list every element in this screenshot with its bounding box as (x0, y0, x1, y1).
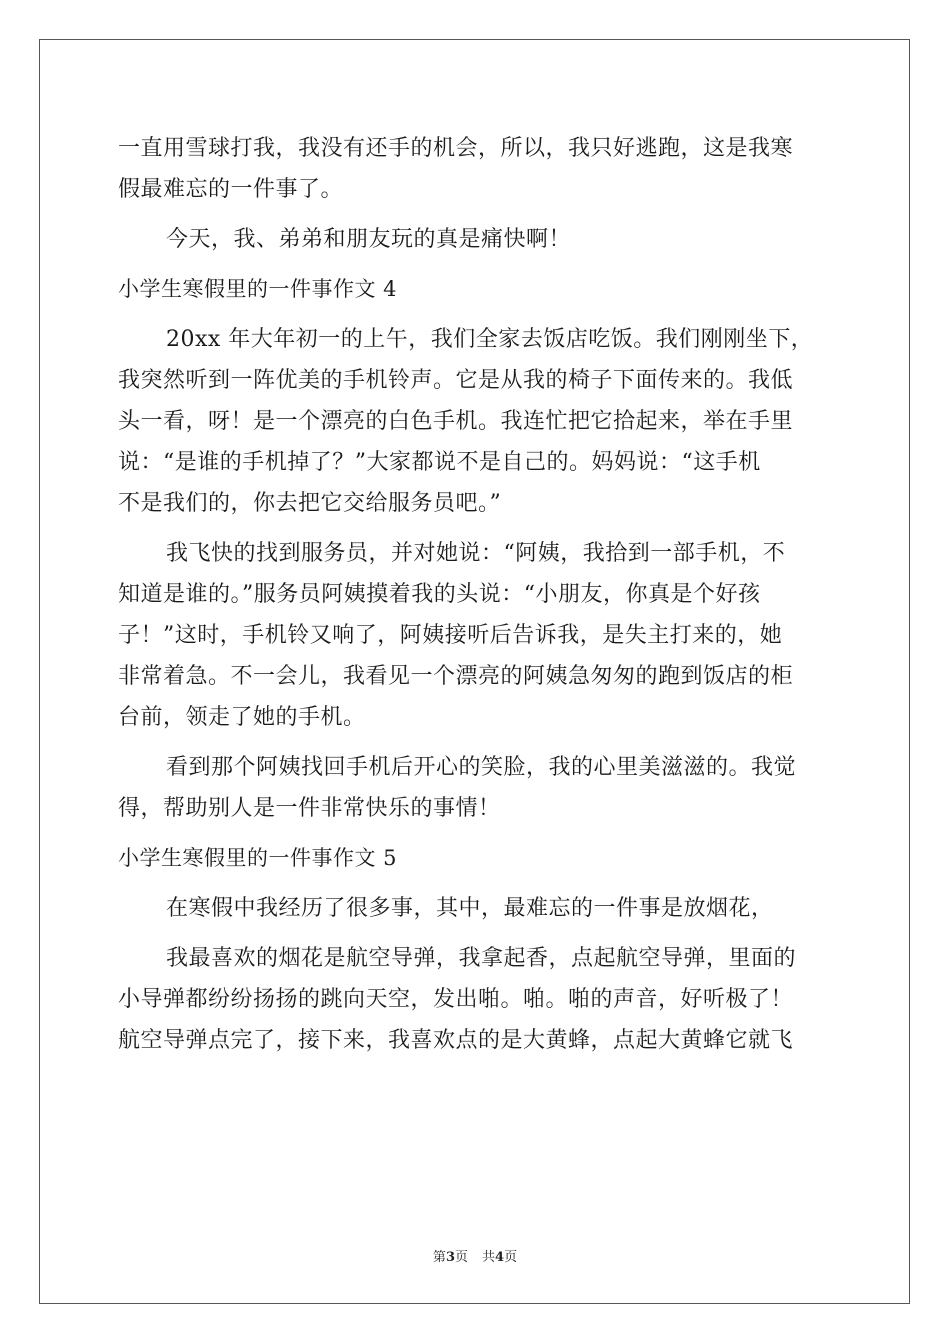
footer-total-prefix: 共 (482, 1250, 496, 1265)
paragraph-line: 一直用雪球打我，我没有还手的机会，所以，我只好逃跑，这是我寒 (118, 136, 794, 161)
footer-prefix: 第 (432, 1250, 446, 1265)
paragraph-line: 不是我们的，你去把它交给服务员吧。” (118, 491, 502, 516)
heading-text: 小学生寒假里的一件事作文 5 (118, 846, 398, 870)
paragraph (118, 533, 838, 738)
paragraph-line: 看到那个阿姨找回手机后开心的笑脸，我的心里美滋滋的。我觉 (166, 755, 797, 780)
paragraph (118, 938, 838, 1061)
paragraph-line: 航空导弹点完了，接下来，我喜欢点的是大黄蜂，点起大黄蜂它就飞 (118, 1028, 794, 1053)
footer-total-pages: 4 (495, 1250, 505, 1265)
paragraph-line: 说：“是谁的手机掉了？”大家都说不是自己的。妈妈说：“这手机 (118, 450, 761, 475)
paragraph (118, 128, 838, 210)
footer-total-suffix: 页 (504, 1250, 518, 1265)
paragraph-line: 在寒假中我经历了很多事，其中，最难忘的一件事是放烟花， (166, 896, 774, 921)
section-heading (118, 269, 838, 310)
footer-page-number: 3 (445, 1250, 455, 1265)
paragraph-line: 我飞快的找到服务员，并对她说：“阿姨，我拾到一部手机，不 (166, 541, 786, 566)
paragraph (118, 888, 838, 929)
paragraph (118, 219, 838, 260)
paragraph-line: 知道是谁的。”服务员阿姨摸着我的头说：“小朋友，你真是个好孩 (118, 582, 761, 607)
paragraph-line: 得，帮助别人是一件非常快乐的事情！ (118, 796, 501, 821)
paragraph (118, 319, 838, 524)
footer-page-suffix: 页 (454, 1250, 468, 1265)
paragraph (118, 747, 838, 829)
paragraph-line: 头一看，呀！是一个漂亮的白色手机。我连忙把它拾起来，举在手里 (118, 409, 794, 434)
paragraph-line: 台前，领走了她的手机。 (118, 705, 366, 730)
paragraph-line: 我突然听到一阵优美的手机铃声。它是从我的椅子下面传来的。我低 (118, 368, 794, 393)
page-footer (0, 1246, 950, 1265)
paragraph-line: 我最喜欢的烟花是航空导弹，我拿起香，点起航空导弹，里面的 (166, 946, 797, 971)
paragraph-line: 子！”这时，手机铃又响了，阿姨接听后告诉我，是失主打来的，她 (118, 623, 783, 648)
heading-text: 小学生寒假里的一件事作文 4 (118, 277, 398, 301)
document-body (118, 128, 838, 1070)
paragraph-line: 20xx 年大年初一的上午，我们全家去饭店吃饭。我们刚刚坐下， (166, 327, 814, 352)
paragraph-line: 非常着急。不一会儿，我看见一个漂亮的阿姨急匆匆的跑到饭店的柜 (118, 664, 794, 689)
paragraph-line: 今天，我、弟弟和朋友玩的真是痛快啊！ (166, 227, 572, 252)
paragraph-line: 小导弹都纷纷扬扬的跳向天空，发出啪。啪。啪的声音，好听极了！ (118, 987, 794, 1012)
paragraph-line: 假最难忘的一件事了。 (118, 177, 344, 202)
section-heading (118, 838, 838, 879)
